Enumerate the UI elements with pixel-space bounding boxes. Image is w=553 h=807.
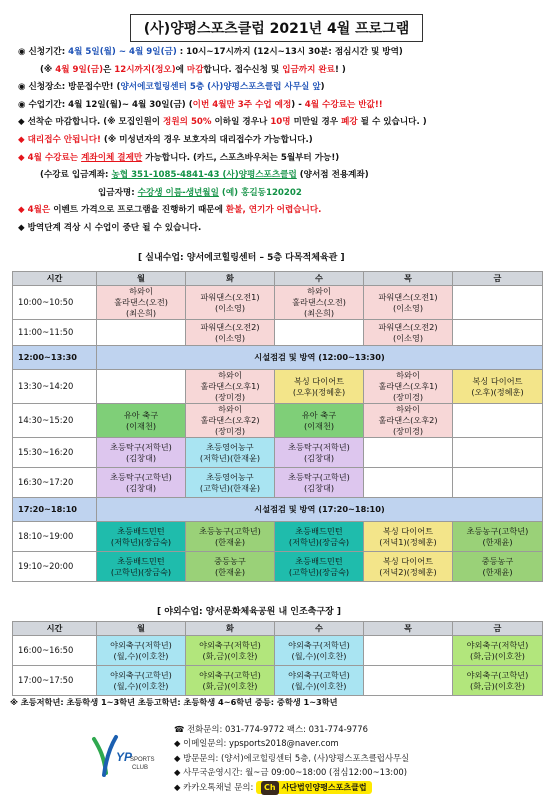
notice-apply-period	[18, 44, 538, 62]
class-cell	[364, 370, 453, 404]
class-line: (저학년)(장금숙)	[288, 536, 350, 547]
class-line: 복싱 다이어트	[472, 375, 523, 386]
logo-sub2: CLUB	[132, 765, 149, 771]
class-line: 초등배드민턴	[295, 525, 343, 536]
text: (수강료 입금계좌:	[40, 170, 112, 181]
class-line: 파워댄스(오전2)	[200, 321, 260, 332]
class-cell	[364, 552, 453, 582]
time-slot: 19:10~20:00	[13, 552, 97, 582]
band-time: 12:00~13:30	[13, 346, 97, 370]
class-line: (장미경)	[214, 426, 246, 436]
class-cell	[97, 552, 186, 582]
class-line: (저학년)(장금숙)	[110, 536, 172, 547]
logo-sub1: SPORTS	[130, 757, 155, 763]
class-line: (저녁2)(정혜훈)	[379, 566, 437, 577]
class-line: (장미경)	[214, 392, 246, 402]
contact-visit: ◆ 방문문의: (양서)에코힐링센터 5층, (사)양평스포츠클럽사무실	[174, 752, 410, 763]
table-row	[13, 552, 543, 582]
empty-cell	[453, 404, 543, 438]
header-tue: 화	[186, 272, 275, 286]
text: 폐강	[341, 117, 358, 128]
class-cell	[186, 404, 275, 438]
text: 정원의 50%	[163, 117, 212, 128]
class-line: 복싱 다이어트	[293, 375, 345, 386]
diamond-bullet-icon: ◆	[18, 205, 25, 216]
class-line: (김창대)	[125, 452, 157, 463]
class-line: (월,수)(이호찬)	[113, 650, 169, 661]
class-line: 초등탁구(저학년)	[110, 441, 172, 452]
quarantine-band-row	[13, 346, 543, 370]
bank-account: 농협 351-1085-4841-43 (사)양평스포츠클럽	[111, 170, 297, 181]
header-tue: 화	[186, 622, 275, 636]
class-cell	[275, 666, 364, 696]
class-line: 훌라댄스(오후1)	[200, 381, 260, 391]
text: 수강생 이름-생년월일	[137, 187, 219, 198]
text: 미만일 경우	[290, 117, 342, 128]
target-bullet-icon: ◉	[18, 99, 26, 110]
contact-kakao	[174, 780, 409, 795]
text: 이번 4월만 3주 수업 예정	[192, 99, 292, 110]
class-line: 복싱 다이어트	[382, 555, 434, 566]
class-line: (이소영)	[214, 302, 246, 313]
text: 10명	[270, 117, 291, 128]
time-slot: 16:30~17:20	[13, 468, 97, 498]
table-header-row	[13, 622, 543, 636]
apply-period-label: 신청기간:	[28, 47, 69, 57]
class-line: (한재윤)	[214, 536, 246, 547]
empty-cell	[275, 320, 364, 346]
time-slot: 17:00~17:50	[13, 666, 97, 696]
time-slot: 14:30~15:20	[13, 404, 97, 438]
indoor-schedule-table	[12, 271, 543, 582]
class-cell	[453, 522, 543, 552]
logo-text: YP	[116, 750, 133, 764]
table-row	[13, 286, 543, 320]
header-mon: 월	[97, 272, 186, 286]
text: ! )	[335, 64, 346, 75]
header-time: 시간	[13, 272, 97, 286]
class-line: 중등농구	[481, 555, 514, 566]
class-cell	[186, 286, 275, 320]
table-header-row	[13, 272, 543, 286]
class-line: 야외축구(저학년)	[466, 639, 529, 650]
class-cell	[97, 468, 186, 498]
class-line: (오후)(정혜훈)	[471, 386, 524, 397]
time-slot: 15:30~16:20	[13, 438, 97, 468]
contact-info	[174, 722, 409, 794]
class-cell	[275, 552, 364, 582]
notice-quarantine	[18, 220, 538, 238]
time-slot: 13:30~14:20	[13, 370, 97, 404]
class-line: 훌라댄스(오전)	[292, 297, 346, 307]
table-row	[13, 522, 543, 552]
text: 4월은	[27, 205, 51, 216]
empty-cell	[97, 370, 186, 404]
class-line: 야외축구(저학년)	[199, 639, 261, 650]
text: 합니다. 접수신청 및	[203, 64, 283, 75]
kakao-channel-name: 사단법인양평스포츠클럽	[281, 782, 367, 792]
class-line: 복싱 다이어트	[382, 525, 434, 536]
class-line: (한재윤)	[214, 566, 246, 577]
text: 양서에코힐링센터 5층 (사)양평스포츠클럽 사무실 앞	[120, 82, 321, 93]
class-cell	[275, 438, 364, 468]
outdoor-section-title: [ 야외수업: 양서문화체육공원 내 인조축구장 ]	[157, 607, 341, 617]
class-line: 야외축구(고학년)	[199, 669, 261, 680]
class-line: (저녁1)(정혜훈)	[379, 536, 437, 547]
indoor-section-title: [ 실내수업: 양서에코힐링센터 – 5층 다목적체육관 ]	[138, 253, 345, 263]
class-line: 초등영어농구	[206, 471, 254, 482]
class-cell	[364, 286, 453, 320]
text: 대리접수 안됩니다!	[27, 134, 101, 145]
text: 4월 수강료는 반값!!	[304, 99, 383, 110]
table-row	[13, 666, 543, 696]
text: (예) 홍길동120202	[218, 187, 302, 198]
class-line: 초등영어농구	[206, 441, 254, 452]
table-row	[13, 320, 543, 346]
class-line: 초등배드민턴	[295, 555, 343, 566]
quarantine-band-row	[13, 498, 543, 522]
text: 은	[103, 64, 115, 75]
class-line: 파워댄스(오전1)	[378, 291, 438, 302]
page-title: (사)양평스포츠클럽 2021년 4월 프로그램	[130, 14, 423, 42]
time-slot: 10:00~10:50	[13, 286, 97, 320]
kakao-channel-icon: Ch	[261, 781, 279, 795]
text: 4월 수강료는	[27, 152, 82, 163]
notice-list	[18, 44, 538, 238]
class-line: (화,금)(이호찬)	[202, 680, 258, 691]
contact-hours: ◆ 사무국운영시간: 월~금 09:00~18:00 (점심12:00~13:00)	[174, 767, 408, 778]
text: ) -	[291, 99, 305, 110]
diamond-bullet-icon: ◆	[18, 152, 25, 163]
class-line: 초등탁구(고학년)	[288, 471, 350, 482]
class-line: 초등배드민턴	[117, 555, 165, 566]
class-line: 파워댄스(오전2)	[378, 321, 438, 332]
class-cell	[97, 636, 186, 666]
class-cell	[186, 370, 275, 404]
kakao-label: ◆ 카카오톡채널 문의:	[174, 781, 256, 792]
text: 방역단계 격상 시 수업이 중단 될 수 있습니다.	[27, 222, 202, 233]
table-row	[13, 404, 543, 438]
contact-email: ◆ 이메일문의: ypsports2018@naver.com	[174, 738, 339, 749]
class-cell	[97, 666, 186, 696]
kakao-channel-badge[interactable]	[256, 781, 372, 794]
class-line: (오후)(정혜훈)	[292, 386, 346, 397]
class-cell	[97, 404, 186, 438]
empty-cell	[453, 286, 543, 320]
class-line: 유아 축구	[301, 409, 337, 420]
target-bullet-icon: ◉	[18, 82, 26, 93]
class-line: (이재천)	[125, 420, 157, 431]
table-row	[13, 438, 543, 468]
notice-apply-place	[18, 79, 538, 97]
class-line: 하와이	[307, 286, 331, 296]
class-line: (한재윤)	[482, 566, 513, 577]
class-line: 훌라댄스(오후1)	[378, 381, 438, 391]
empty-cell	[364, 438, 453, 468]
class-line: 야외축구(고학년)	[466, 669, 529, 680]
text: 12시까지(정오)	[114, 64, 176, 75]
class-cell	[186, 552, 275, 582]
notice-depositor	[18, 185, 538, 203]
apply-period-dates: 4월 5일(월) ~ 4월 9일(금)	[68, 47, 177, 57]
text: 될 수 있습니다. )	[357, 117, 427, 128]
text: (※	[40, 64, 56, 75]
contact-phone: ☎ 전화문의: 031-774-9772 팩스: 031-774-9776	[174, 724, 368, 734]
class-line: 파워댄스(오전1)	[200, 291, 260, 302]
class-cell	[97, 522, 186, 552]
class-line: 훌라댄스(오후2)	[200, 415, 260, 425]
text: 가능합니다. (카드, 스포츠바우처는 5월부터 가능!)	[142, 152, 340, 163]
class-line: 하와이	[218, 404, 242, 414]
text: 환불, 연기가 어렵습니다.	[225, 205, 322, 216]
empty-cell	[453, 468, 543, 498]
class-cell	[275, 468, 364, 498]
time-slot: 18:10~19:00	[13, 522, 97, 552]
class-line: (이소영)	[214, 332, 246, 343]
class-cell	[186, 636, 275, 666]
diamond-bullet-icon: ◆	[18, 222, 25, 233]
header-wed: 수	[275, 272, 364, 286]
text: 이하일 경우나	[211, 117, 271, 128]
class-cell	[275, 404, 364, 438]
header-fri: 금	[453, 622, 543, 636]
text: 4월 9일(금)	[55, 64, 103, 75]
diamond-bullet-icon: ◆	[18, 134, 25, 145]
class-line: 야외축구(고학년)	[288, 669, 350, 680]
header-fri: 금	[453, 272, 543, 286]
table-row	[13, 636, 543, 666]
class-line: 유아 축구	[123, 409, 159, 420]
class-cell	[186, 468, 275, 498]
class-cell	[453, 636, 543, 666]
class-cell	[275, 286, 364, 320]
class-line: (고학년)(장금숙)	[288, 566, 350, 577]
class-cell	[186, 438, 275, 468]
class-cell	[275, 522, 364, 552]
class-line: 훌라댄스(오전)	[114, 297, 168, 307]
class-line: (김창대)	[303, 482, 335, 493]
text: 계좌이체 결제만	[81, 152, 143, 163]
notice-refund	[18, 202, 538, 220]
class-line: 하와이	[129, 286, 153, 296]
header-time: 시간	[13, 622, 97, 636]
class-line: (이재천)	[303, 420, 335, 431]
header-mon: 월	[97, 622, 186, 636]
grade-footnote: ※ 초등저학년: 초등학생 1~3학년 초등고학년: 초등학생 4~6학년 중등: 중학생 1~3학년	[10, 697, 338, 707]
empty-cell	[364, 636, 453, 666]
empty-cell	[364, 666, 453, 696]
class-line: (고학년)(한재윤)	[199, 482, 261, 493]
class-cell	[186, 666, 275, 696]
band-label: 시설점검 및 방역 (12:00~13:30)	[97, 346, 543, 370]
class-cell	[453, 370, 543, 404]
text: 입금까지 완료	[282, 64, 335, 75]
table-row	[13, 468, 543, 498]
text: 이벤트 가격으로 프로그램을 진행하기 때문에	[50, 205, 226, 216]
class-line: (김창대)	[303, 452, 335, 463]
header-thu: 목	[364, 622, 453, 636]
text: 에	[175, 64, 187, 75]
notice-first-come	[18, 114, 538, 132]
text: (양서점 전용계좌)	[296, 170, 369, 181]
notice-deadline	[18, 62, 538, 80]
class-line: (이소영)	[392, 302, 424, 313]
class-cell	[275, 370, 364, 404]
text: 선착순 마감합니다. (※ 모집인원이	[27, 117, 164, 128]
class-line: 야외축구(저학년)	[110, 639, 172, 650]
class-cell	[275, 636, 364, 666]
class-line: (월,수)(이호찬)	[291, 680, 347, 691]
header-thu: 목	[364, 272, 453, 286]
class-line: 훌라댄스(오후2)	[378, 415, 438, 425]
class-line: (최은희)	[125, 308, 157, 318]
text: 마감	[186, 64, 204, 75]
class-line: (이소영)	[392, 332, 424, 343]
notice-payment	[18, 150, 538, 168]
text: )	[320, 82, 325, 93]
class-line: 하와이	[218, 370, 242, 380]
class-line: (장미경)	[392, 392, 424, 402]
class-line: (김창대)	[125, 482, 157, 493]
logo-mark-icon	[86, 733, 156, 781]
class-line: (최은희)	[303, 308, 335, 318]
apply-period-time: : 10시~17시까지 (12시~13시 30분: 점심시간 및 방역)	[176, 47, 403, 57]
target-bullet-icon: ◉	[18, 47, 26, 57]
class-cell	[364, 404, 453, 438]
class-line: (저학년)(한재윤)	[199, 452, 261, 463]
class-line: (고학년)(장금숙)	[110, 566, 172, 577]
time-slot: 11:00~11:50	[13, 320, 97, 346]
class-cell	[186, 320, 275, 346]
class-line: (화,금)(이호찬)	[470, 650, 525, 661]
text: (※ 미성년자의 경우 보호자의 대리접수가 가능합니다.)	[100, 134, 313, 145]
class-line: 야외축구(고학년)	[110, 669, 172, 680]
class-line: 중등농구	[214, 555, 246, 566]
text: 신청장소: 방문접수만! (	[28, 82, 121, 93]
band-time: 17:20~18:10	[13, 498, 97, 522]
class-line: (화,금)(이호찬)	[202, 650, 258, 661]
yp-sports-club-logo	[86, 733, 156, 781]
class-cell	[186, 522, 275, 552]
header-wed: 수	[275, 622, 364, 636]
class-cell	[453, 666, 543, 696]
class-line: 초등탁구(저학년)	[288, 441, 350, 452]
class-line: (월,수)(이호찬)	[291, 650, 347, 661]
class-line: (장미경)	[392, 426, 424, 436]
class-line: (한재윤)	[482, 536, 513, 547]
table-row	[13, 370, 543, 404]
class-line: (월,수)(이호찬)	[113, 680, 169, 691]
class-line: 초등농구(고학년)	[466, 525, 529, 536]
class-line: 초등배드민턴	[117, 525, 165, 536]
class-cell	[364, 320, 453, 346]
empty-cell	[97, 320, 186, 346]
empty-cell	[364, 468, 453, 498]
outdoor-schedule-table	[12, 621, 543, 696]
class-line: 초등농구(고학년)	[199, 525, 261, 536]
notice-class-period	[18, 97, 538, 115]
empty-cell	[453, 320, 543, 346]
class-line: 야외축구(저학년)	[288, 639, 350, 650]
class-cell	[453, 552, 543, 582]
class-line: 초등탁구(고학년)	[110, 471, 172, 482]
notice-proxy	[18, 132, 538, 150]
class-line: 하와이	[396, 370, 420, 380]
class-cell	[364, 522, 453, 552]
class-cell	[97, 286, 186, 320]
class-line: 하와이	[396, 404, 420, 414]
class-cell	[97, 438, 186, 468]
text: 입금자명:	[98, 187, 138, 198]
band-label: 시설점검 및 방역 (17:20~18:10)	[97, 498, 543, 522]
empty-cell	[453, 438, 543, 468]
time-slot: 16:00~16:50	[13, 636, 97, 666]
diamond-bullet-icon: ◆	[18, 117, 25, 128]
text: 수업기간: 4월 12일(월)~ 4월 30일(금) (	[28, 99, 193, 110]
class-line: (화,금)(이호찬)	[470, 680, 525, 691]
notice-account	[18, 167, 538, 185]
